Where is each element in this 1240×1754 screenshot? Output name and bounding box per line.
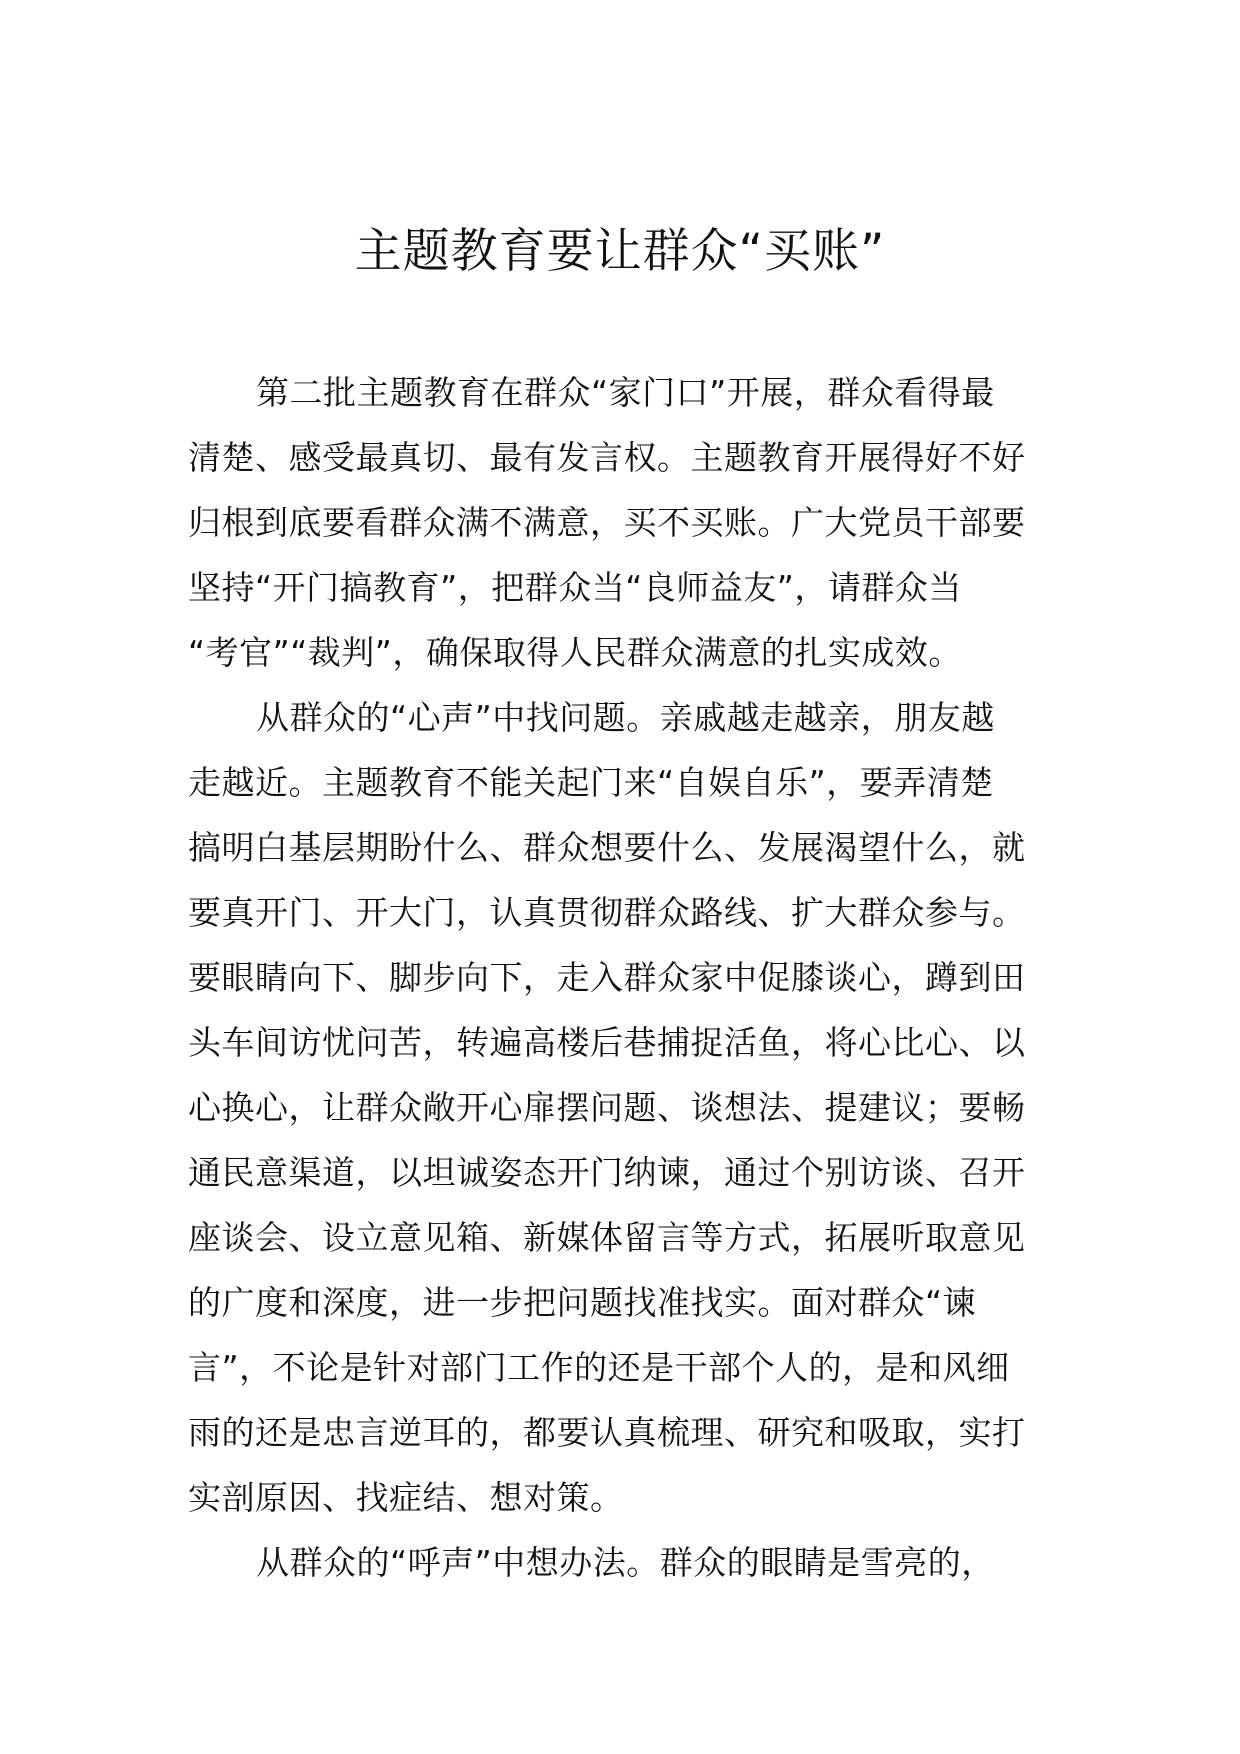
body-line: “考官”“裁判”，确保取得人民群众满意的扎实成效。	[188, 633, 962, 672]
document-body	[188, 360, 1058, 1595]
body-line: 清楚、感受最真切、最有发言权。主题教育开展得好不好	[188, 438, 1026, 477]
body-line: 言”，不论是针对部门工作的还是干部个人的，是和风细	[188, 1348, 1010, 1387]
body-line: 要眼睛向下、脚步向下，走入群众家中促膝谈心，蹲到田	[188, 958, 1026, 997]
body-line: 归根到底要看群众满不满意，买不买账。广大党员干部要	[188, 503, 1026, 542]
body-line: 实剖原因、找症结、想对策。	[188, 1478, 624, 1517]
body-line: 要真开门、开大门，认真贯彻群众路线、扩大群众参与。	[188, 893, 1026, 932]
body-line: 心换心，让群众敞开心扉摆问题、谈想法、提建议；要畅	[188, 1088, 1026, 1127]
body-line: 从群众的“心声”中找问题。亲戚越走越亲，朋友越	[256, 698, 995, 737]
body-line: 通民意渠道，以坦诚姿态开门纳谏，通过个别访谈、召开	[188, 1153, 1026, 1192]
document-title: 主题教育要让群众“买账”	[354, 224, 886, 279]
body-line: 坚持“开门搞教育”，把群众当“良师益友”，请群众当	[188, 568, 962, 607]
body-line: 座谈会、设立意见箱、新媒体留言等方式，拓展听取意见	[188, 1218, 1026, 1257]
body-line: 走越近。主题教育不能关起门来“自娱自乐”，要弄清楚	[188, 763, 994, 802]
body-line: 头车间访忧问苦，转遍高楼后巷捕捉活鱼，将心比心、以	[188, 1023, 1026, 1062]
body-line: 第二批主题教育在群众“家门口”开展，群众看得最	[256, 373, 995, 412]
body-line: 的广度和深度，进一步把问题找准找实。面对群众“谏	[188, 1283, 977, 1322]
body-line: 从群众的“呼声”中想办法。群众的眼睛是雪亮的，	[256, 1543, 995, 1582]
body-line: 搞明白基层期盼什么、群众想要什么、发展渴望什么，就	[188, 828, 1026, 867]
body-line: 雨的还是忠言逆耳的，都要认真梳理、研究和吸取，实打	[188, 1413, 1026, 1452]
